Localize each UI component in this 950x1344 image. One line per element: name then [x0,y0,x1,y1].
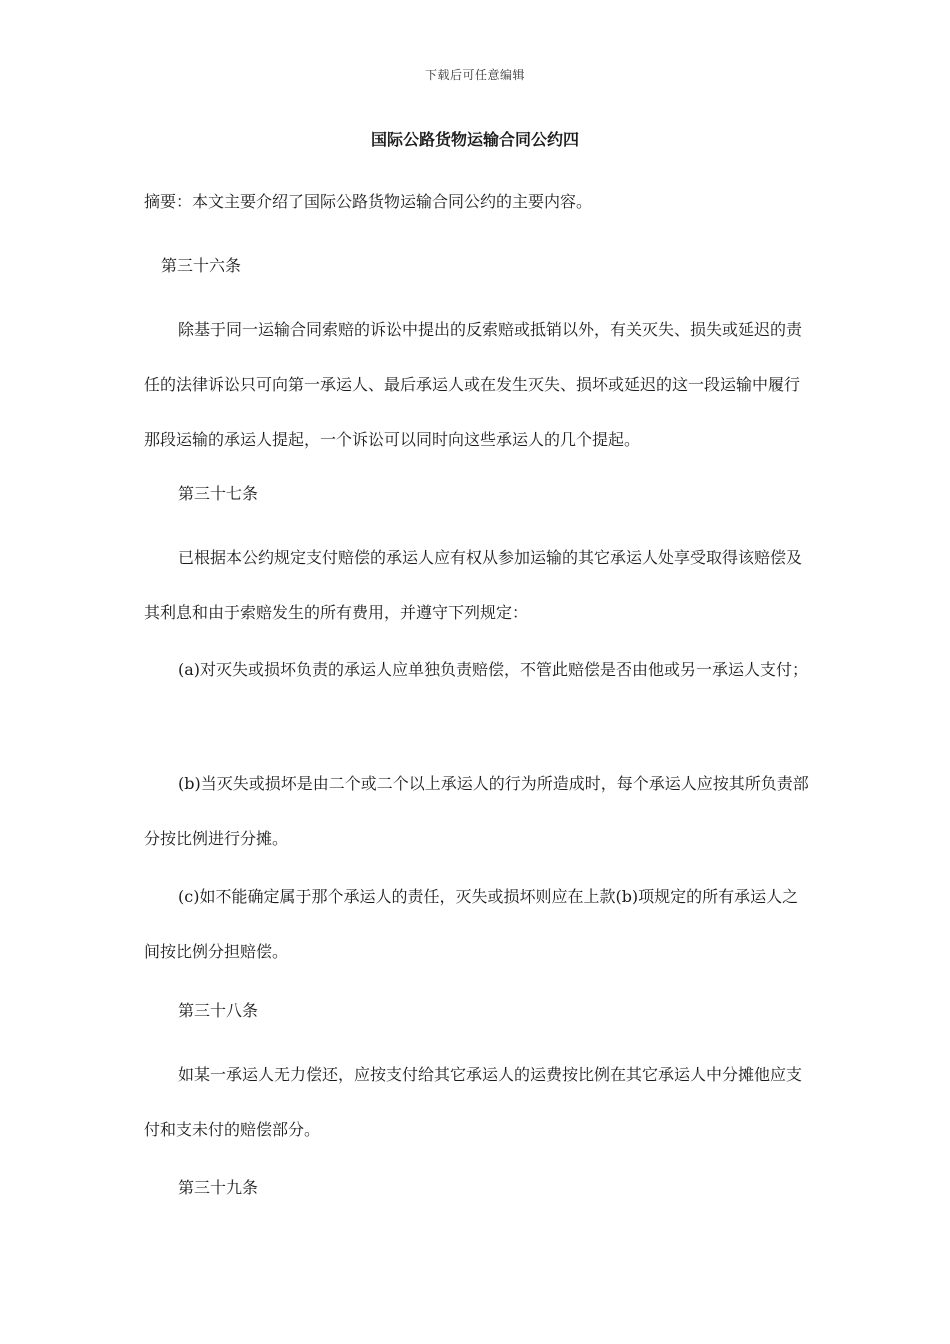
abstract: 摘要：本文主要介绍了国际公路货物运输合同公约的主要内容。 [144,192,593,211]
article-37-clause-c: (c)如不能确定属于那个承运人的责任，灭失或损坏则应在上款(b)项规定的所有承运人之间按比例分担赔偿。 [144,887,799,961]
article-37-heading: 第三十七条 [178,484,259,503]
article-39-heading: 第三十九条 [178,1178,259,1197]
header-note: 下载后可任意编辑 [424,68,525,82]
article-36-paragraph: 除基于同一运输合同索赔的诉讼中提出的反索赔或抵销以外，有关灭失、损失或延迟的责任的法律诉讼只可向第一承运人、最后承运人或在发生灭失、损坏或延迟的这一段运输中履行那段运输的承运人提起，一个诉讼可以同时向这些承运人的几个提起。 [144,320,803,449]
article-36-heading: 第三十六条 [161,256,242,275]
article-38-heading: 第三十八条 [178,1001,259,1020]
article-37-clause-b: (b)当灭失或损坏是由二个或二个以上承运人的行为所造成时，每个承运人应按其所负责部分按比例进行分摊。 [144,774,809,848]
article-38-paragraph: 如某一承运人无力偿还，应按支付给其它承运人的运费按比例在其它承运人中分摊他应支付和支未付的赔偿部分。 [144,1065,803,1139]
document-title: 国际公路货物运输合同公约四 [370,130,579,149]
article-37-paragraph-intro: 已根据本公约规定支付赔偿的承运人应有权从参加运输的其它承运人处享受取得该赔偿及其利息和由于索赔发生的所有费用，并遵守下列规定： [144,548,803,622]
article-37-clause-a: (a)对灭失或损坏负责的承运人应单独负责赔偿，不管此赔偿是否由他或另一承运人支付； [178,660,809,679]
